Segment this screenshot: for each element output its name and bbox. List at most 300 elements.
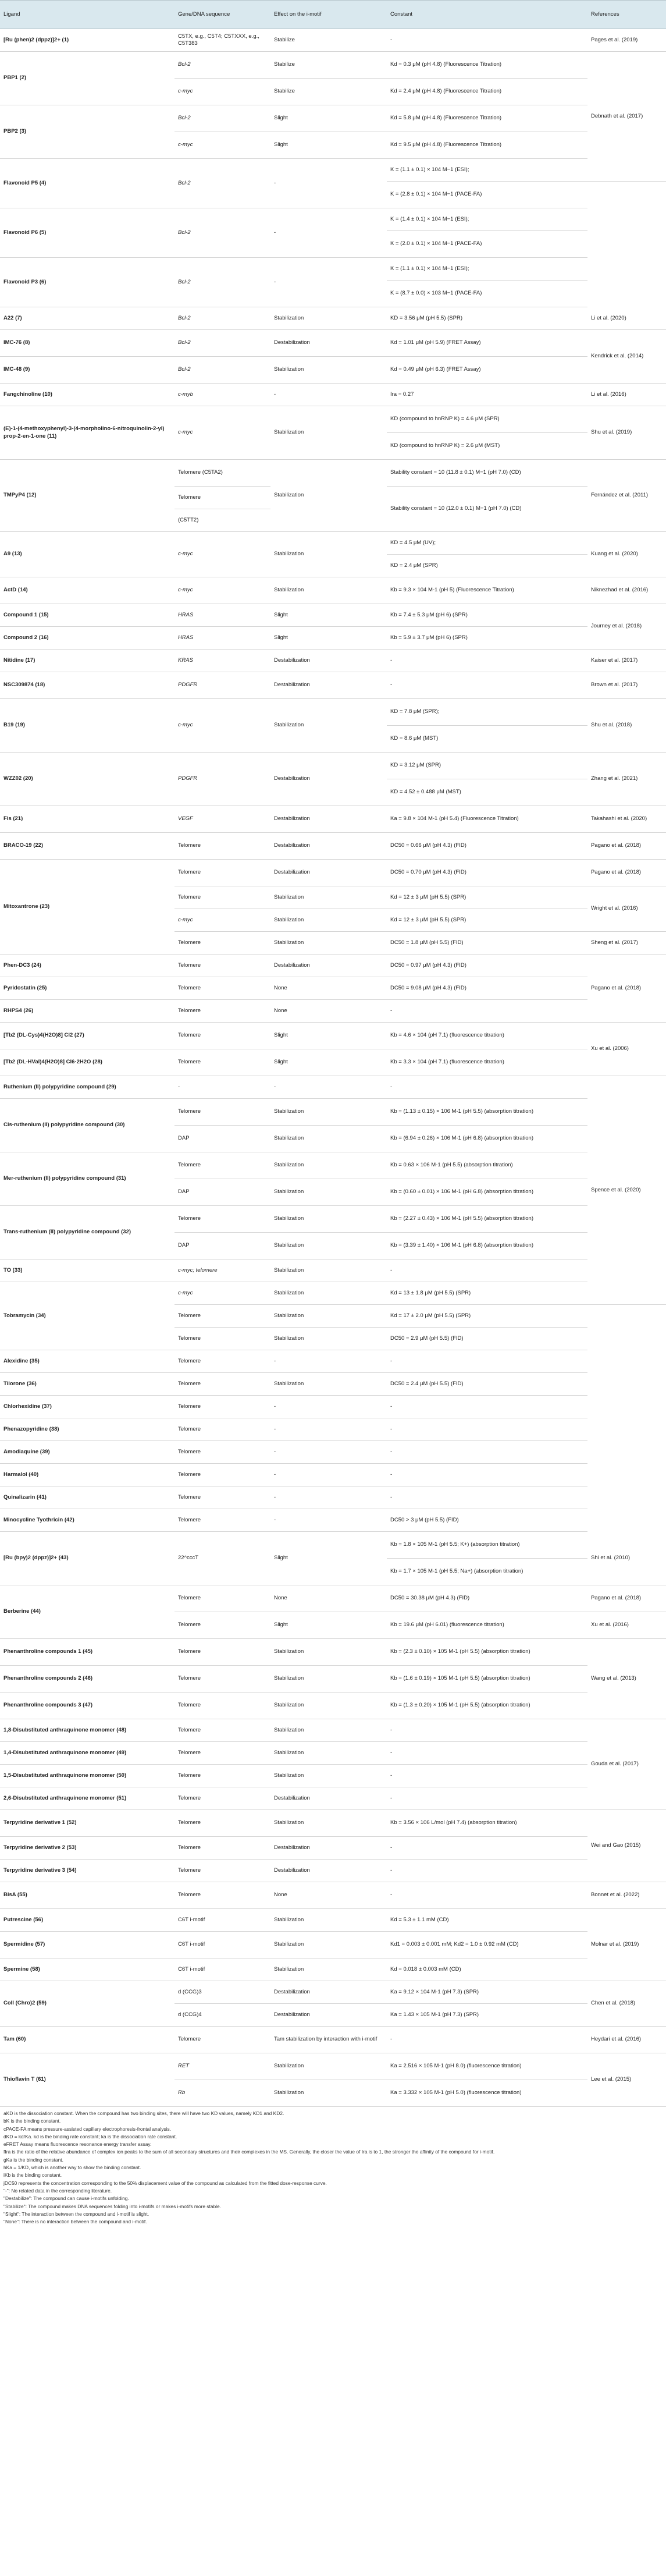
gene-cell: Telomere bbox=[174, 1049, 270, 1076]
effect-cell: - bbox=[270, 1350, 387, 1373]
reference-cell: Chen et al. (2018) bbox=[587, 1981, 666, 2027]
reference-cell: Zhang et al. (2021) bbox=[587, 753, 666, 806]
effect-cell: Stabilization bbox=[270, 406, 387, 460]
effect-cell: Destabilization bbox=[270, 1787, 387, 1810]
effect-cell: Destabilization bbox=[270, 1860, 387, 1882]
reference-cell: Takahashi et al. (2020) bbox=[587, 806, 666, 833]
gene-cell: VEGF bbox=[174, 806, 270, 833]
effect-cell: Stabilization bbox=[270, 357, 387, 384]
effect-cell: - bbox=[270, 384, 387, 406]
gene-cell: Telomere bbox=[174, 1441, 270, 1464]
gene-cell: Telomere bbox=[174, 1742, 270, 1765]
table-row bbox=[0, 806, 666, 833]
gene-cell: Telomere bbox=[174, 1396, 270, 1418]
footnote: "Stabilize": The compound makes DNA sequences folding into i-motifs or makes i-motifs more stable. bbox=[3, 2203, 221, 2209]
header-constant: Constant bbox=[387, 1, 587, 29]
table-row bbox=[0, 1932, 666, 1958]
constant-cell: Kd = 0.3 μM (pH 4.8) (Fluorescence Titration) bbox=[387, 52, 587, 79]
constant-cell: Kb = (2.3 ± 0.10) × 105 M-1 (pH 5.5) (absorption titration) bbox=[387, 1639, 587, 1666]
effect-cell: Stabilization bbox=[270, 1259, 387, 1282]
table-row bbox=[0, 1206, 666, 1233]
effect-cell: - bbox=[270, 1486, 387, 1509]
constant-cell: KD = 3.56 μM (pH 5.5) (SPR) bbox=[387, 307, 587, 330]
constant-cell: DC50 > 3 μM (pH 5.5) (FID) bbox=[387, 1509, 587, 1532]
ligand-cell: [Tb2 (DL-Cys)4(H2O)8] Cl2 (27) bbox=[0, 1023, 174, 1049]
table-row bbox=[0, 159, 666, 182]
constant-cell: DC50 = 2.4 μM (pH 5.5) (FID) bbox=[387, 1373, 587, 1396]
constant-cell: - bbox=[387, 1742, 587, 1765]
constant-cell: - bbox=[387, 1076, 587, 1099]
gene-cell: Telomere bbox=[174, 860, 270, 886]
gene-cell: Telomere bbox=[174, 1810, 270, 1837]
gene-cell: Bcl-2 bbox=[174, 357, 270, 384]
ligand-cell: Flavonoid P6 (5) bbox=[0, 208, 174, 258]
gene-cell: c-myc bbox=[174, 79, 270, 105]
gene-cell: d (CCG)3 bbox=[174, 1981, 270, 2004]
reference-cell: Li et al. (2020) bbox=[587, 307, 666, 330]
constant-cell: - bbox=[387, 1860, 587, 1882]
table-row bbox=[0, 1981, 666, 2004]
effect-cell: - bbox=[270, 1509, 387, 1532]
effect-cell: Stabilize bbox=[270, 79, 387, 105]
table-row bbox=[0, 1509, 666, 1532]
effect-cell: Stabilization bbox=[270, 1099, 387, 1126]
table-row bbox=[0, 1099, 666, 1126]
gene-cell: Rb bbox=[174, 2080, 270, 2107]
effect-cell: Stabilization bbox=[270, 1932, 387, 1958]
gene-cell: Telomere bbox=[174, 1099, 270, 1126]
effect-cell: Destabilization bbox=[270, 1981, 387, 2004]
ligand-cell: Spermine (58) bbox=[0, 1958, 174, 1981]
table-row bbox=[0, 1666, 666, 1693]
constant-cell: DC50 = 9.08 μM (pH 4.3) (FID) bbox=[387, 977, 587, 1000]
table-row bbox=[0, 2053, 666, 2080]
table-row bbox=[0, 1719, 666, 1742]
effect-cell: Destabilization bbox=[270, 806, 387, 833]
constant-cell: DC50 = 30.38 μM (pH 4.3) (FID) bbox=[387, 1585, 587, 1612]
gene-cell: Telomere bbox=[174, 1509, 270, 1532]
ligand-cell: Flavonoid P3 (6) bbox=[0, 258, 174, 307]
table-row bbox=[0, 1282, 666, 1305]
table-row bbox=[0, 955, 666, 977]
gene-cell: c-myc bbox=[174, 909, 270, 932]
effect-cell: Stabilization bbox=[270, 1282, 387, 1305]
constant-cell: Kd = 9.5 μM (pH 4.8) (Fluorescence Titration) bbox=[387, 132, 587, 159]
constant-cell: KD = 7.8 μM (SPR); bbox=[387, 699, 587, 726]
footnote: aKD is the dissociation constant. When the compound has two binding sites, there will have two KD values, namely KD1 and KD2. bbox=[3, 2110, 284, 2116]
table-row bbox=[0, 1882, 666, 1909]
constant-cell: Kb = (2.27 ± 0.43) × 106 M-1 (pH 5.5) (absorption titration) bbox=[387, 1206, 587, 1233]
constant-cell: KD = 3.12 μM (SPR) bbox=[387, 753, 587, 779]
effect-cell: Stabilization bbox=[270, 932, 387, 955]
gene-cell: Telomere bbox=[174, 1350, 270, 1373]
ligand-cell: Phenanthroline compounds 2 (46) bbox=[0, 1666, 174, 1693]
constant-cell: K = (2.0 ± 0.1) × 104 M−1 (PACE-FA) bbox=[387, 231, 587, 258]
ligand-cell: Compound 1 (15) bbox=[0, 604, 174, 627]
constant-cell: Kb = 3.56 × 106 L/mol (pH 7.4) (absorption titration) bbox=[387, 1810, 587, 1837]
constant-cell: Kd = 0.49 μM (pH 6.3) (FRET Assay) bbox=[387, 357, 587, 384]
effect-cell: Tam stabilization by interaction with i-motif bbox=[270, 2027, 387, 2053]
effect-cell: Destabilization bbox=[270, 753, 387, 806]
gene-cell: Bcl-2 bbox=[174, 159, 270, 208]
constant-cell: Kb = 9.3 × 104 M-1 (pH 5) (Fluorescence Titration) bbox=[387, 577, 587, 604]
ligand-cell: IMC-76 (8) bbox=[0, 330, 174, 357]
table-row bbox=[0, 650, 666, 672]
reference-cell: Shu et al. (2019) bbox=[587, 406, 666, 460]
table-header bbox=[0, 1, 666, 29]
ligand-cell: Pyridostatin (25) bbox=[0, 977, 174, 1000]
effect-cell: - bbox=[270, 208, 387, 258]
effect-cell: Stabilize bbox=[270, 52, 387, 79]
table-row bbox=[0, 753, 666, 779]
ligand-cell: Phenazopyridine (38) bbox=[0, 1418, 174, 1441]
constant-cell: KD (compound to hnRNP K) = 2.6 μM (MST) bbox=[387, 433, 587, 460]
table-row bbox=[0, 1787, 666, 1810]
constant-cell: Kd = 5.3 ± 1.1 mM (CD) bbox=[387, 1909, 587, 1932]
footnote: "None": There is no interaction between the compound and i-motif. bbox=[3, 2219, 147, 2225]
effect-cell: Stabilization bbox=[270, 1693, 387, 1719]
table-row bbox=[0, 384, 666, 406]
table-row bbox=[0, 330, 666, 357]
reference-cell: Kuang et al. (2020) bbox=[587, 532, 666, 577]
constant-cell: Kb = (1.13 ± 0.15) × 106 M-1 (pH 5.5) (absorption titration) bbox=[387, 1099, 587, 1126]
constant-cell: Kd = 2.4 μM (pH 4.8) (Fluorescence Titration) bbox=[387, 79, 587, 105]
constant-cell: - bbox=[387, 650, 587, 672]
effect-cell: - bbox=[270, 1418, 387, 1441]
ligand-cell: Chlorhexidine (37) bbox=[0, 1396, 174, 1418]
constant-cell: Kb = (3.39 ± 1.40) × 106 M-1 (pH 6.8) (absorption titration) bbox=[387, 1233, 587, 1259]
effect-cell: Stabilization bbox=[270, 2053, 387, 2080]
effect-cell: Stabilize bbox=[270, 29, 387, 52]
gene-cell: Bcl-2 bbox=[174, 208, 270, 258]
effect-cell: None bbox=[270, 977, 387, 1000]
constant-cell: - bbox=[387, 1350, 587, 1373]
gene-cell: c-myc bbox=[174, 406, 270, 460]
table-row bbox=[0, 1152, 666, 1179]
table-row bbox=[0, 1742, 666, 1765]
effect-cell: Slight bbox=[270, 1023, 387, 1049]
gene-cell: C6T i-motif bbox=[174, 1958, 270, 1981]
gene-cell: HRAS bbox=[174, 627, 270, 650]
constant-cell: - bbox=[387, 1882, 587, 1909]
footnote: hKa = 1/KD, which is another way to show the binding constant. bbox=[3, 2165, 141, 2171]
effect-cell: Stabilization bbox=[270, 1765, 387, 1787]
gene-cell: DAP bbox=[174, 1233, 270, 1259]
ligand-cell: IMC-48 (9) bbox=[0, 357, 174, 384]
reference-cell: Wright et al. (2016) bbox=[587, 886, 666, 932]
effect-cell: Destabilization bbox=[270, 860, 387, 886]
reference-cell: Gouda et al. (2017) bbox=[587, 1719, 666, 1810]
reference-cell: Niknezhad et al. (2016) bbox=[587, 577, 666, 604]
effect-cell: Destabilization bbox=[270, 955, 387, 977]
gene-cell: - bbox=[174, 1076, 270, 1099]
ligand-cell: Berberine (44) bbox=[0, 1585, 174, 1639]
constant-cell: Kd = 1.01 μM (pH 5.9) (FRET Assay) bbox=[387, 330, 587, 357]
constant-cell: Ka = 1.43 × 105 M-1 (pH 7.3) (SPR) bbox=[387, 2004, 587, 2027]
ligand-cell: A22 (7) bbox=[0, 307, 174, 330]
gene-cell: Bcl-2 bbox=[174, 307, 270, 330]
ligand-cell: Terpyridine derivative 1 (52) bbox=[0, 1810, 174, 1837]
ligand-cell: Tilorone (36) bbox=[0, 1373, 174, 1396]
constant-cell: K = (8.7 ± 0.0) × 103 M−1 (PACE-FA) bbox=[387, 281, 587, 307]
reference-cell: Sheng et al. (2017) bbox=[587, 932, 666, 955]
table-row bbox=[0, 1441, 666, 1464]
ligand-cell: 1,5-Disubstituted anthraquinone monomer (50) bbox=[0, 1765, 174, 1787]
footnote: iKb is the binding constant. bbox=[3, 2172, 62, 2178]
reference-cell: Xu et al. (2006) bbox=[587, 1023, 666, 1076]
effect-cell: Slight bbox=[270, 1532, 387, 1585]
ligand-cell: Phenanthroline compounds 3 (47) bbox=[0, 1693, 174, 1719]
effect-cell: - bbox=[270, 159, 387, 208]
table-row bbox=[0, 357, 666, 384]
gene-cell: c-myc bbox=[174, 532, 270, 577]
effect-cell: Stabilization bbox=[270, 1233, 387, 1259]
table-row bbox=[0, 699, 666, 726]
constant-cell: - bbox=[387, 1787, 587, 1810]
ligand-cell: Spermidine (57) bbox=[0, 1932, 174, 1958]
gene-cell: Telomere bbox=[174, 1152, 270, 1179]
reference-cell: Wang et al. (2013) bbox=[587, 1639, 666, 1719]
ligand-cell: [Tb2 (DL-HVal)4(H2O)8] Cl6·2H2O (28) bbox=[0, 1049, 174, 1076]
effect-cell: Slight bbox=[270, 1612, 387, 1639]
table-row bbox=[0, 29, 666, 52]
table-row bbox=[0, 307, 666, 330]
table-body bbox=[0, 29, 666, 2107]
ligand-cell: Flavonoid P5 (4) bbox=[0, 159, 174, 208]
constant-cell: Kb = (1.3 ± 0.20) × 105 M-1 (pH 5.5) (absorption titration) bbox=[387, 1693, 587, 1719]
ligand-cell: ActD (14) bbox=[0, 577, 174, 604]
table-row bbox=[0, 1958, 666, 1981]
effect-cell: Stabilization bbox=[270, 699, 387, 753]
effect-cell: Stabilization bbox=[270, 1328, 387, 1350]
reference-cell: Kaiser et al. (2017) bbox=[587, 650, 666, 672]
gene-cell: c-myc; telomere bbox=[174, 1259, 270, 1282]
footnote: "-": No related data in the corresponding literature. bbox=[3, 2187, 112, 2194]
ligand-cell: Trans-ruthenium (II) polypyridine compound (32) bbox=[0, 1206, 174, 1259]
ligand-cell: Compound 2 (16) bbox=[0, 627, 174, 650]
footnote: gKa is the binding constant. bbox=[3, 2156, 63, 2163]
ligand-cell: [Ru (phen)2 (dppz)]2+ (1) bbox=[0, 29, 174, 52]
effect-cell: Stabilization bbox=[270, 909, 387, 932]
footnote: "Slight": The interaction between the compound and i-motif is slight. bbox=[3, 2210, 149, 2217]
table-row bbox=[0, 627, 666, 650]
gene-cell: Telomere bbox=[174, 1860, 270, 1882]
table-row bbox=[0, 1000, 666, 1023]
constant-cell: KD = 4.5 μM (UV); bbox=[387, 532, 587, 555]
ligand-cell: TMPyP4 (12) bbox=[0, 460, 174, 532]
gene-cell: Telomere bbox=[174, 1612, 270, 1639]
footnote: bK is the binding constant. bbox=[3, 2118, 61, 2124]
ligand-cell: BisA (55) bbox=[0, 1882, 174, 1909]
constant-cell: K = (1.4 ± 0.1) × 104 M−1 (ESI); bbox=[387, 208, 587, 231]
ligand-cell: PBP2 (3) bbox=[0, 105, 174, 159]
constant-cell: DC50 = 0.70 μM (pH 4.3) (FID) bbox=[387, 860, 587, 886]
table-row bbox=[0, 460, 666, 487]
gene-cell: Telomere bbox=[174, 1765, 270, 1787]
table-row bbox=[0, 1532, 666, 1559]
gene-cell: C5TX, e.g., C5T4; C5TXXX, e.g., C5T383 bbox=[174, 29, 270, 52]
ligand-cell: Alexidine (35) bbox=[0, 1350, 174, 1373]
effect-cell: None bbox=[270, 1000, 387, 1023]
reference-cell: Kendrick et al. (2014) bbox=[587, 330, 666, 384]
ligand-cell: [Ru (bpy)2 (dppz)]2+ (43) bbox=[0, 1532, 174, 1585]
constant-cell: - bbox=[387, 1765, 587, 1787]
constant-cell: - bbox=[387, 1418, 587, 1441]
effect-cell: Slight bbox=[270, 604, 387, 627]
gene-cell: c-myc bbox=[174, 577, 270, 604]
gene-cell: RET bbox=[174, 2053, 270, 2080]
effect-cell: Stabilization bbox=[270, 1639, 387, 1666]
ligand-cell: CoII (Chro)2 (59) bbox=[0, 1981, 174, 2027]
reference-cell: Debnath et al. (2017) bbox=[587, 52, 666, 182]
gene-cell: c-myc bbox=[174, 699, 270, 753]
gene-cell: Telomere bbox=[174, 1418, 270, 1441]
table-row bbox=[0, 1350, 666, 1373]
ligand-cell: Nitidine (17) bbox=[0, 650, 174, 672]
effect-cell: Destabilization bbox=[270, 330, 387, 357]
effect-cell: Slight bbox=[270, 627, 387, 650]
effect-cell: Slight bbox=[270, 105, 387, 132]
effect-cell: Stabilization bbox=[270, 1810, 387, 1837]
effect-cell: Stabilization bbox=[270, 1206, 387, 1233]
constant-cell: Stability constant = 10 (12.0 ± 0.1) M−1 (pH 7.0) (CD) bbox=[387, 487, 587, 532]
constant-cell: Kb = 7.4 ± 5.3 μM (pH 6) (SPR) bbox=[387, 604, 587, 627]
gene-cell: Telomere bbox=[174, 1585, 270, 1612]
table-row bbox=[0, 532, 666, 555]
constant-cell: Kd = 12 ± 3 μM (pH 5.5) (SPR) bbox=[387, 886, 587, 909]
reference-cell: Li et al. (2016) bbox=[587, 384, 666, 406]
header-references: References bbox=[587, 1, 666, 29]
ligand-cell: Putrescine (56) bbox=[0, 1909, 174, 1932]
reference-cell: Brown et al. (2017) bbox=[587, 672, 666, 699]
gene-cell: Telomere bbox=[174, 1787, 270, 1810]
table-row bbox=[0, 860, 666, 886]
constant-cell: Ka = 9.12 × 104 M-1 (pH 7.3) (SPR) bbox=[387, 1981, 587, 2004]
table-row bbox=[0, 1585, 666, 1612]
effect-cell: - bbox=[270, 1076, 387, 1099]
ligand-cell: Ruthenium (II) polypyridine compound (29) bbox=[0, 1076, 174, 1099]
constant-cell: KD = 8.6 μM (MST) bbox=[387, 726, 587, 753]
gene-cell: Telomere bbox=[174, 1639, 270, 1666]
table-row bbox=[0, 1837, 666, 1860]
table-row bbox=[0, 2027, 666, 2053]
footnote: jDC50 represents the concentration corresponding to the 50% displacement value of the compound as calculated from the fitted dose-response curve. bbox=[3, 2180, 327, 2186]
ligand-cell: 2,6-Disubstituted anthraquinone monomer (51) bbox=[0, 1787, 174, 1810]
gene-cell: (C5TT2) bbox=[174, 509, 270, 532]
ligand-cell: Phenanthroline compounds 1 (45) bbox=[0, 1639, 174, 1666]
ligand-cell: WZZ02 (20) bbox=[0, 753, 174, 806]
constant-cell: Ka = 3.332 × 105 M-1 (pH 5.0) (fluorescence titration) bbox=[387, 2080, 587, 2107]
gene-cell: Telomere bbox=[174, 1305, 270, 1328]
constant-cell: Kd = 12 ± 3 μM (pH 5.5) (SPR) bbox=[387, 909, 587, 932]
constant-cell: Kd = 13 ± 1.8 μM (pH 5.5) (SPR) bbox=[387, 1282, 587, 1305]
gene-cell: Bcl-2 bbox=[174, 330, 270, 357]
constant-cell: Kd1 = 0.003 ± 0.001 mM; Kd2 = 1.0 ± 0.92 mM (CD) bbox=[387, 1932, 587, 1958]
effect-cell: - bbox=[270, 1441, 387, 1464]
constant-cell: Kb = 4.6 × 104 (pH 7.1) (fluorescence titration) bbox=[387, 1023, 587, 1049]
constant-cell: - bbox=[387, 672, 587, 699]
effect-cell: Stabilization bbox=[270, 1126, 387, 1152]
footnote: fIra is the ratio of the relative abundance of complex ion peaks to the sum of all secondary structures and their complexes in the MS. Generally, the closer the value of Ira is to 1, the stronger the affinity of the compound for i-motif. bbox=[3, 2149, 495, 2155]
gene-cell: Telomere bbox=[174, 1023, 270, 1049]
constant-cell: Ira = 0.27 bbox=[387, 384, 587, 406]
effect-cell: None bbox=[270, 1882, 387, 1909]
effect-cell: Stabilization bbox=[270, 1958, 387, 1981]
ligand-cell: Tam (60) bbox=[0, 2027, 174, 2053]
constant-cell: - bbox=[387, 1396, 587, 1418]
effect-cell: Stabilization bbox=[270, 532, 387, 577]
table-row bbox=[0, 1639, 666, 1666]
table-row bbox=[0, 672, 666, 699]
constant-cell: DC50 = 2.9 μM (pH 5.5) (FID) bbox=[387, 1328, 587, 1350]
ligand-cell: Terpyridine derivative 2 (53) bbox=[0, 1837, 174, 1860]
header-ligand: Ligand bbox=[0, 1, 174, 29]
footnote: "Destabilize": The compound can cause i-motifs unfolding. bbox=[3, 2195, 129, 2202]
constant-cell: - bbox=[387, 2027, 587, 2053]
ligand-cell: Harmalol (40) bbox=[0, 1464, 174, 1486]
gene-cell: Telomere bbox=[174, 1666, 270, 1693]
gene-cell: HRAS bbox=[174, 604, 270, 627]
effect-cell: Slight bbox=[270, 132, 387, 159]
ligand-cell: 1,4-Disubstituted anthraquinone monomer (49) bbox=[0, 1742, 174, 1765]
effect-cell: Destabilization bbox=[270, 672, 387, 699]
effect-cell: Stabilization bbox=[270, 1719, 387, 1742]
gene-cell: Telomere bbox=[174, 886, 270, 909]
table-row bbox=[0, 208, 666, 231]
ligand-cell: RHPS4 (26) bbox=[0, 1000, 174, 1023]
constant-cell: K = (1.1 ± 0.1) × 104 M−1 (ESI); bbox=[387, 159, 587, 182]
reference-cell: Fernández et al. (2011) bbox=[587, 460, 666, 532]
table-row bbox=[0, 1049, 666, 1076]
constant-cell: - bbox=[387, 29, 587, 52]
table-row bbox=[0, 105, 666, 132]
table-row bbox=[0, 1396, 666, 1418]
reference-cell: Pagano et al. (2018) bbox=[587, 860, 666, 886]
gene-cell: Telomere bbox=[174, 977, 270, 1000]
table-row bbox=[0, 833, 666, 860]
gene-cell: Telomere bbox=[174, 1719, 270, 1742]
ligand-cell: Tobramycin (34) bbox=[0, 1282, 174, 1350]
ligand-cell: Amodiaquine (39) bbox=[0, 1441, 174, 1464]
table-row bbox=[0, 1810, 666, 1837]
effect-cell: Stabilization bbox=[270, 577, 387, 604]
reference-cell: Xu et al. (2016) bbox=[587, 1612, 666, 1639]
gene-cell: Telomere bbox=[174, 932, 270, 955]
table-row bbox=[0, 1693, 666, 1719]
effect-cell: Stabilization bbox=[270, 1666, 387, 1693]
effect-cell: Destabilization bbox=[270, 833, 387, 860]
ligand-cell: Terpyridine derivative 3 (54) bbox=[0, 1860, 174, 1882]
ligand-cell: B19 (19) bbox=[0, 699, 174, 753]
effect-cell: Stabilization bbox=[270, 307, 387, 330]
gene-cell: Telomere bbox=[174, 833, 270, 860]
table-footnotes bbox=[0, 2107, 666, 2226]
table-row bbox=[0, 1418, 666, 1441]
ligand-cell: BRACO-19 (22) bbox=[0, 833, 174, 860]
constant-cell: Kd = 17 ± 2.0 μM (pH 5.5) (SPR) bbox=[387, 1305, 587, 1328]
gene-cell: Telomere bbox=[174, 1206, 270, 1233]
constant-cell: Kb = 0.63 × 106 M-1 (pH 5.5) (absorption titration) bbox=[387, 1152, 587, 1179]
effect-cell: - bbox=[270, 258, 387, 307]
reference-cell: Journey et al. (2018) bbox=[587, 604, 666, 650]
gene-cell: DAP bbox=[174, 1179, 270, 1206]
constant-cell: Kb = 19.6 μM (pH 6.01) (fluorescence titration) bbox=[387, 1612, 587, 1639]
gene-cell: d (CCG)4 bbox=[174, 2004, 270, 2027]
constant-cell: - bbox=[387, 1837, 587, 1860]
effect-cell: Stabilization bbox=[270, 1179, 387, 1206]
effect-cell: Stabilization bbox=[270, 1152, 387, 1179]
gene-cell: PDGFR bbox=[174, 753, 270, 806]
